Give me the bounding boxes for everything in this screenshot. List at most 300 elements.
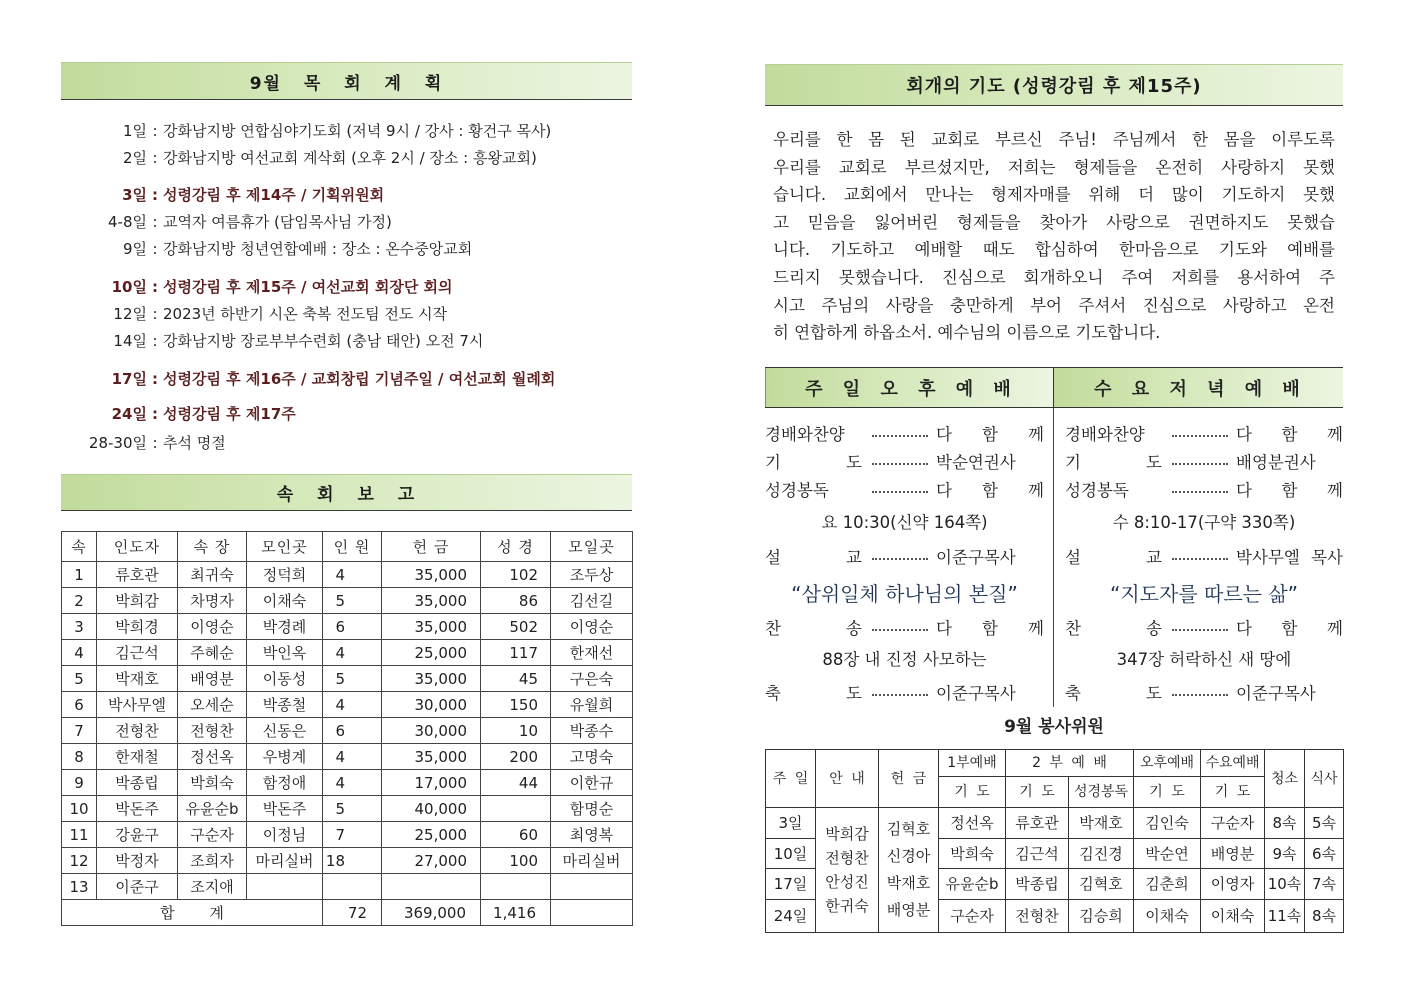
prayer-assignee: 박순연권사 — [936, 453, 1016, 472]
attendance-cell — [323, 874, 382, 900]
total-bible-reading: 1,416 — [481, 900, 551, 926]
cell-head-cell: 오세순 — [178, 692, 247, 718]
meeting-place-cell: 함정애 — [247, 770, 323, 796]
leader-cell: 박돈주 — [97, 796, 178, 822]
guide-name: 박희감 — [825, 825, 869, 843]
cell-number-cell: 11 — [62, 822, 97, 848]
praise-label: 경배와찬양 — [765, 425, 845, 444]
meeting-place-cell: 박돈주 — [247, 796, 323, 822]
offering-cell: 25,000 — [382, 822, 481, 848]
leader-dots — [1172, 463, 1228, 465]
next-place-cell: 마리실버 — [551, 848, 633, 874]
second-prayer-cell: 박종립 — [1006, 869, 1069, 900]
hymn-title: 347장 허락하신 새 땅에 — [1116, 650, 1292, 669]
first-prayer-cell: 박희숙 — [939, 839, 1006, 869]
offering-cell: 35,000 — [382, 614, 481, 640]
subheader-prayer: 기 도 — [1134, 777, 1201, 808]
sunday-date-cell: 17일 — [766, 869, 816, 900]
leader-cell: 박희감 — [97, 588, 178, 614]
plan-separator: : — [152, 149, 158, 167]
bible-reading-cell: 502 — [481, 614, 551, 640]
plan-item — [0, 304, 447, 324]
prayer-label: 기 도 — [765, 453, 862, 472]
plan-day: 2일 — [122, 149, 147, 167]
subheader-prayer: 기 도 — [1006, 777, 1069, 808]
repentance-prayer-title: 회개의 기도 (성령강림 후 제15주) — [765, 64, 1343, 106]
plan-item — [0, 185, 384, 205]
prayer-assignee: 배영분권사 — [1236, 453, 1316, 472]
hymn-label: 찬 송 — [765, 619, 862, 638]
offering-cell: 17,000 — [382, 770, 481, 796]
total-label: 합 계 — [62, 900, 323, 926]
second-prayer-cell: 류호관 — [1006, 808, 1069, 839]
plan-separator: : — [152, 240, 158, 258]
plan-day: 9일 — [122, 240, 147, 258]
attendance-cell: 6 — [323, 718, 382, 744]
meal-cell: 7속 — [1305, 869, 1344, 900]
leader-dots — [1172, 491, 1228, 493]
meeting-place-cell: 신동은 — [247, 718, 323, 744]
first-prayer-cell: 구순자 — [939, 900, 1006, 933]
praise-assignee: 다 함 께 — [936, 425, 1044, 444]
sunday-service-column — [765, 408, 1054, 707]
next-place-cell — [551, 874, 633, 900]
plan-item — [0, 148, 537, 168]
attendance-cell: 6 — [323, 614, 382, 640]
offering-cell: 25,000 — [382, 640, 481, 666]
bible-reading-cell — [481, 874, 551, 900]
cell-head-cell: 전형찬 — [178, 718, 247, 744]
sermon-row — [765, 539, 1044, 573]
prayer-label: 기 도 — [1065, 453, 1162, 472]
reading-label: 성경봉독 — [1065, 481, 1129, 500]
leader-dots — [872, 558, 928, 560]
plan-separator: : — [152, 213, 158, 231]
plan-item — [0, 404, 296, 424]
header-sunday: 주 일 — [766, 750, 816, 808]
afternoon-prayer-cell: 박순연 — [1134, 839, 1201, 869]
attendance-cell: 7 — [323, 822, 382, 848]
attendance-cell: 18 — [323, 848, 382, 874]
cell-number-cell: 6 — [62, 692, 97, 718]
hymn-assignee: 다 함 께 — [1236, 619, 1343, 638]
leader-dots — [1172, 435, 1228, 437]
reading-label: 성경봉독 — [765, 481, 829, 500]
offering-cell — [382, 874, 481, 900]
cell-number-cell: 9 — [62, 770, 97, 796]
plan-day: 28-30일 — [88, 434, 147, 452]
attendance-cell: 5 — [323, 666, 382, 692]
reading-assignee: 다 함 께 — [1236, 481, 1343, 500]
cell-head-cell: 주혜순 — [178, 640, 247, 666]
afternoon-prayer-cell: 김춘희 — [1134, 869, 1201, 900]
leader-cell: 박종립 — [97, 770, 178, 796]
report-header-offering: 헌 금 — [382, 532, 481, 562]
leader-dots — [872, 629, 928, 631]
cell-head-cell: 배영분 — [178, 666, 247, 692]
service-committee-table — [765, 749, 1344, 933]
meal-cell: 8속 — [1305, 900, 1344, 933]
attendance-cell: 4 — [323, 770, 382, 796]
report-header-next-place: 모일곳 — [551, 532, 633, 562]
second-prayer-cell: 김근석 — [1006, 839, 1069, 869]
meeting-place-cell: 정덕희 — [247, 562, 323, 588]
prayer-row — [1065, 447, 1343, 475]
table-row — [62, 588, 633, 614]
prayer-line: 고 믿음을 잃어버린 형제들을 찾아가 사랑으로 권면하지도 못했습 — [773, 212, 1335, 232]
second-reading-cell: 박재호 — [1069, 808, 1134, 839]
benediction-label: 축 도 — [765, 684, 862, 703]
meeting-place-cell: 이채숙 — [247, 588, 323, 614]
cell-number-cell: 4 — [62, 640, 97, 666]
hymn-assignee: 다 함 께 — [936, 619, 1044, 638]
sermon-row — [1065, 539, 1343, 573]
plan-item — [0, 212, 392, 232]
wednesday-evening-service-title: 수 요 저 녁 예 배 — [1054, 368, 1343, 407]
cell-number-cell: 1 — [62, 562, 97, 588]
next-place-cell: 이한규 — [551, 770, 633, 796]
guide-name: 안성진 — [825, 873, 869, 891]
offering-cell: 40,000 — [382, 796, 481, 822]
wednesday-prayer-cell: 배영분 — [1201, 839, 1265, 869]
first-prayer-cell: 정선옥 — [939, 808, 1006, 839]
meeting-place-cell: 이동성 — [247, 666, 323, 692]
plan-separator: : — [152, 186, 158, 204]
leader-dots — [872, 694, 928, 696]
total-next-place — [551, 900, 633, 926]
table-row — [62, 874, 633, 900]
leader-cell: 강윤구 — [97, 822, 178, 848]
plan-text: 성령강림 후 제16주 / 교회창립 기념주일 / 여선교회 월례회 — [163, 370, 556, 388]
leader-cell: 박사무엘 — [97, 692, 178, 718]
cell-number-cell: 8 — [62, 744, 97, 770]
next-place-cell: 한재선 — [551, 640, 633, 666]
plan-text: 추석 명절 — [163, 434, 226, 452]
meeting-place-cell: 박경례 — [247, 614, 323, 640]
meal-cell: 6속 — [1305, 839, 1344, 869]
meeting-place-cell: 이정님 — [247, 822, 323, 848]
cell-head-cell: 조지애 — [178, 874, 247, 900]
cell-head-cell: 유윤순b — [178, 796, 247, 822]
plan-item — [0, 121, 551, 141]
praise-row — [1065, 419, 1343, 447]
report-header-meeting-place: 모인곳 — [247, 532, 323, 562]
praise-label: 경배와찬양 — [1065, 425, 1145, 444]
offering-cell: 30,000 — [382, 692, 481, 718]
offering-cell: 35,000 — [382, 744, 481, 770]
bible-reading-cell: 200 — [481, 744, 551, 770]
attendance-cell: 5 — [323, 588, 382, 614]
leader-dots — [872, 435, 928, 437]
meeting-place-cell — [247, 874, 323, 900]
cleaning-cell: 10속 — [1265, 869, 1305, 900]
prayer-line: 시고 주님의 사랑을 충만하게 부어 주셔서 진심으로 사랑하고 온전 — [773, 295, 1335, 315]
table-row — [62, 770, 633, 796]
next-place-cell: 구은숙 — [551, 666, 633, 692]
sermon-assignee: 박사무엘 목사 — [1236, 548, 1343, 567]
meeting-place-cell: 마리실버 — [247, 848, 323, 874]
plan-item — [0, 277, 453, 297]
report-header-attendance: 인 원 — [323, 532, 382, 562]
hymn-row — [765, 611, 1044, 643]
attendance-cell: 5 — [323, 796, 382, 822]
plan-separator: : — [152, 332, 158, 350]
cell-number-cell: 7 — [62, 718, 97, 744]
offering-cell: 35,000 — [382, 562, 481, 588]
cell-number-cell: 10 — [62, 796, 97, 822]
scripture: 요 10:30(신약 164쪽) — [821, 513, 988, 532]
sermon-label: 설 교 — [765, 548, 862, 567]
table-row — [62, 614, 633, 640]
reading-row — [765, 475, 1044, 503]
plan-separator: : — [152, 405, 158, 423]
cell-head-cell: 조희자 — [178, 848, 247, 874]
plan-item — [0, 239, 472, 259]
next-place-cell: 김선길 — [551, 588, 633, 614]
sermon-assignee: 이준구목사 — [936, 548, 1016, 567]
afternoon-prayer-cell: 김인숙 — [1134, 808, 1201, 839]
header-second-service: 2 부 예 배 — [1006, 750, 1134, 777]
table-row — [62, 666, 633, 692]
offering-name: 박재호 — [886, 874, 931, 892]
plan-text: 강화남지방 청년연합예배 : 장소 : 온수중앙교회 — [163, 240, 473, 258]
report-header-cell-head: 속 장 — [178, 532, 247, 562]
cell-number-cell: 12 — [62, 848, 97, 874]
guide-name: 전형찬 — [825, 849, 869, 867]
leader-cell: 전형찬 — [97, 718, 178, 744]
offering-cell: 27,000 — [382, 848, 481, 874]
meeting-place-cell: 우병계 — [247, 744, 323, 770]
cell-head-cell: 최귀숙 — [178, 562, 247, 588]
offering-cell: 30,000 — [382, 718, 481, 744]
cell-number-cell: 5 — [62, 666, 97, 692]
benediction-assignee: 이준구목사 — [936, 684, 1016, 703]
plan-day: 3일 — [122, 186, 147, 204]
plan-item — [0, 331, 483, 351]
cell-head-cell: 차명자 — [178, 588, 247, 614]
offering-cell — [879, 808, 939, 933]
report-header-bible-reading: 성 경 — [481, 532, 551, 562]
praise-assignee: 다 함 께 — [1236, 425, 1343, 444]
plan-day: 14일 — [113, 332, 147, 350]
leader-cell: 한재철 — [97, 744, 178, 770]
plan-text: 성령강림 후 제15주 / 여선교회 회장단 회의 — [163, 278, 453, 296]
bible-reading-cell: 45 — [481, 666, 551, 692]
leader-cell: 류호관 — [97, 562, 178, 588]
worship-order — [765, 367, 1343, 711]
header-offering: 헌 금 — [879, 750, 939, 808]
offering-name: 김혁호 — [886, 820, 931, 838]
attendance-cell: 4 — [323, 562, 382, 588]
table-row — [62, 640, 633, 666]
wednesday-service-column — [1054, 408, 1343, 711]
reading-assignee: 다 함 께 — [936, 481, 1044, 500]
plan-text: 교역자 여름휴가 (담임목사님 가정) — [163, 213, 392, 231]
total-attendance: 72 — [323, 900, 382, 926]
header-meal: 식사 — [1305, 750, 1344, 808]
leader-dots — [1172, 558, 1228, 560]
report-header-leader: 인도자 — [97, 532, 178, 562]
cell-head-cell: 정선옥 — [178, 744, 247, 770]
worship-body — [765, 408, 1343, 711]
benediction-label: 축 도 — [1065, 684, 1162, 703]
table-row — [62, 822, 633, 848]
cell-number-cell: 3 — [62, 614, 97, 640]
sermon-title: “삼위일체 하나님의 본질” — [791, 581, 1018, 606]
sunday-date-cell: 3일 — [766, 808, 816, 839]
plan-separator: : — [152, 122, 158, 140]
praise-row — [765, 419, 1044, 447]
attendance-cell: 4 — [323, 640, 382, 666]
plan-day: 10일 — [111, 278, 147, 296]
header-first-service: 1부예배 — [939, 750, 1006, 777]
plan-text: 2023년 하반기 시온 축복 전도팀 전도 시작 — [163, 305, 448, 323]
bible-reading-cell: 117 — [481, 640, 551, 666]
cleaning-cell: 11속 — [1265, 900, 1305, 933]
table-row — [62, 744, 633, 770]
cell-report-title: 속 회 보 고 — [61, 474, 632, 511]
bible-reading-cell: 150 — [481, 692, 551, 718]
plan-separator: : — [152, 434, 158, 452]
sunday-date-cell: 24일 — [766, 900, 816, 933]
cell-head-cell: 구순자 — [178, 822, 247, 848]
next-place-cell: 조두상 — [551, 562, 633, 588]
prayer-line: 히 연합하게 하옵소서. 예수님의 이름으로 기도합니다. — [773, 323, 1161, 343]
sunday-afternoon-service-title: 주 일 오 후 예 배 — [765, 368, 1054, 407]
plan-day: 24일 — [111, 405, 147, 423]
plan-item — [0, 433, 226, 453]
prayer-row — [765, 447, 1044, 475]
leader-cell: 박정자 — [97, 848, 178, 874]
offering-name: 배영분 — [886, 901, 931, 919]
table-row — [62, 848, 633, 874]
leader-dots — [872, 491, 928, 493]
wednesday-prayer-cell: 이채숙 — [1201, 900, 1265, 933]
offering-name: 신경아 — [886, 847, 931, 865]
attendance-cell: 4 — [323, 692, 382, 718]
bible-reading-cell: 60 — [481, 822, 551, 848]
first-prayer-cell: 유윤순b — [939, 869, 1006, 900]
sermon-title: “지도자를 따르는 삶” — [1110, 581, 1298, 606]
plan-day: 4-8일 — [108, 213, 147, 231]
hymn-label: 찬 송 — [1065, 619, 1162, 638]
plan-text: 성령강림 후 제17주 — [163, 405, 296, 423]
ministry-plan-title: 9월 목 회 계 획 — [61, 62, 632, 100]
benediction-row — [765, 673, 1044, 711]
next-place-cell: 이영순 — [551, 614, 633, 640]
header-wednesday-service: 수요예배 — [1201, 750, 1265, 777]
sunday-date-cell: 10일 — [766, 839, 816, 869]
wednesday-prayer-cell: 이영자 — [1201, 869, 1265, 900]
report-header-cell-number: 속 — [62, 532, 97, 562]
plan-separator: : — [152, 278, 158, 296]
table-row — [62, 718, 633, 744]
afternoon-prayer-cell: 이채숙 — [1134, 900, 1201, 933]
guide-cell — [816, 808, 879, 933]
plan-text: 강화남지방 연합심야기도회 (저녁 9시 / 강사 : 황건구 목사) — [163, 122, 552, 140]
table-row — [62, 692, 633, 718]
second-reading-cell: 김승희 — [1069, 900, 1134, 933]
total-row — [62, 900, 633, 926]
header-afternoon-service: 오후예배 — [1134, 750, 1201, 777]
leader-dots — [1172, 694, 1228, 696]
scripture: 수 8:10-17(구약 330쪽) — [1112, 513, 1296, 532]
attendance-cell: 4 — [323, 744, 382, 770]
offering-cell: 35,000 — [382, 666, 481, 692]
meal-cell: 5속 — [1305, 808, 1344, 839]
cleaning-cell: 8속 — [1265, 808, 1305, 839]
cell-number-cell: 13 — [62, 874, 97, 900]
bible-reading-cell: 10 — [481, 718, 551, 744]
total-offering: 369,000 — [382, 900, 481, 926]
table-row — [766, 808, 1344, 839]
next-place-cell: 고명숙 — [551, 744, 633, 770]
service-committee-title: 9월 봉사위원 — [1004, 717, 1104, 737]
guide-name: 한귀숙 — [825, 897, 869, 915]
subheader-prayer: 기 도 — [939, 777, 1006, 808]
prayer-line: 우리를 교회로 부르셨지만, 저희는 형제들을 온전히 사랑하지 못했 — [773, 157, 1335, 177]
plan-day: 1일 — [122, 122, 147, 140]
bible-reading-cell: 102 — [481, 562, 551, 588]
cell-number-cell: 2 — [62, 588, 97, 614]
plan-text: 강화남지방 장로부부수련회 (충남 태안) 오전 7시 — [163, 332, 484, 350]
meeting-place-cell: 박인옥 — [247, 640, 323, 666]
leader-dots — [872, 463, 928, 465]
header-guide: 안 내 — [816, 750, 879, 808]
prayer-line: 습니다. 교회에서 만나는 형제자매를 위해 더 많이 기도하지 못했 — [773, 185, 1335, 205]
plan-day: 12일 — [113, 305, 147, 323]
leader-dots — [1172, 629, 1228, 631]
worship-header-row — [765, 367, 1343, 408]
wednesday-prayer-cell: 구순자 — [1201, 808, 1265, 839]
hymn-title: 88장 내 진정 사모하는 — [822, 650, 987, 669]
report-header-row — [62, 532, 633, 562]
leader-cell: 박재호 — [97, 666, 178, 692]
prayer-line: 니다. 기도하고 예배할 때도 합심하여 한마음으로 기도와 예배를 — [773, 240, 1335, 260]
plan-separator: : — [152, 370, 158, 388]
header-cleaning: 청소 — [1265, 750, 1305, 808]
benediction-row — [1065, 673, 1343, 711]
subheader-reading: 성경봉독 — [1069, 777, 1134, 808]
leader-cell: 박희경 — [97, 614, 178, 640]
leader-cell: 김근석 — [97, 640, 178, 666]
hymn-row — [1065, 611, 1343, 643]
bible-reading-cell: 44 — [481, 770, 551, 796]
bible-reading-cell: 100 — [481, 848, 551, 874]
next-place-cell: 유월희 — [551, 692, 633, 718]
plan-text: 강화남지방 여선교회 계삭회 (오후 2시 / 장소 : 흥왕교회) — [163, 149, 537, 167]
second-reading-cell: 김혁호 — [1069, 869, 1134, 900]
cell-head-cell: 이영순 — [178, 614, 247, 640]
prayer-line: 우리를 한 몸 된 교회로 부르신 주님! 주님께서 한 몸을 이루도록 — [773, 130, 1335, 149]
cell-report-table — [61, 531, 633, 926]
sermon-label: 설 교 — [1065, 548, 1162, 567]
leader-cell: 이준구 — [97, 874, 178, 900]
plan-day: 17일 — [111, 370, 147, 388]
meeting-place-cell: 박종철 — [247, 692, 323, 718]
service-header-row — [766, 750, 1344, 777]
next-place-cell: 박종수 — [551, 718, 633, 744]
next-place-cell: 함명순 — [551, 796, 633, 822]
table-row — [62, 796, 633, 822]
repentance-prayer-text — [773, 126, 1335, 347]
second-reading-cell: 김진경 — [1069, 839, 1134, 869]
cell-head-cell: 박희숙 — [178, 770, 247, 796]
prayer-line: 드리지 못했습니다. 진심으로 회개하오니 주여 저희를 용서하여 주 — [773, 267, 1335, 287]
bible-reading-cell: 86 — [481, 588, 551, 614]
next-place-cell: 최영복 — [551, 822, 633, 848]
cleaning-cell: 9속 — [1265, 839, 1305, 869]
